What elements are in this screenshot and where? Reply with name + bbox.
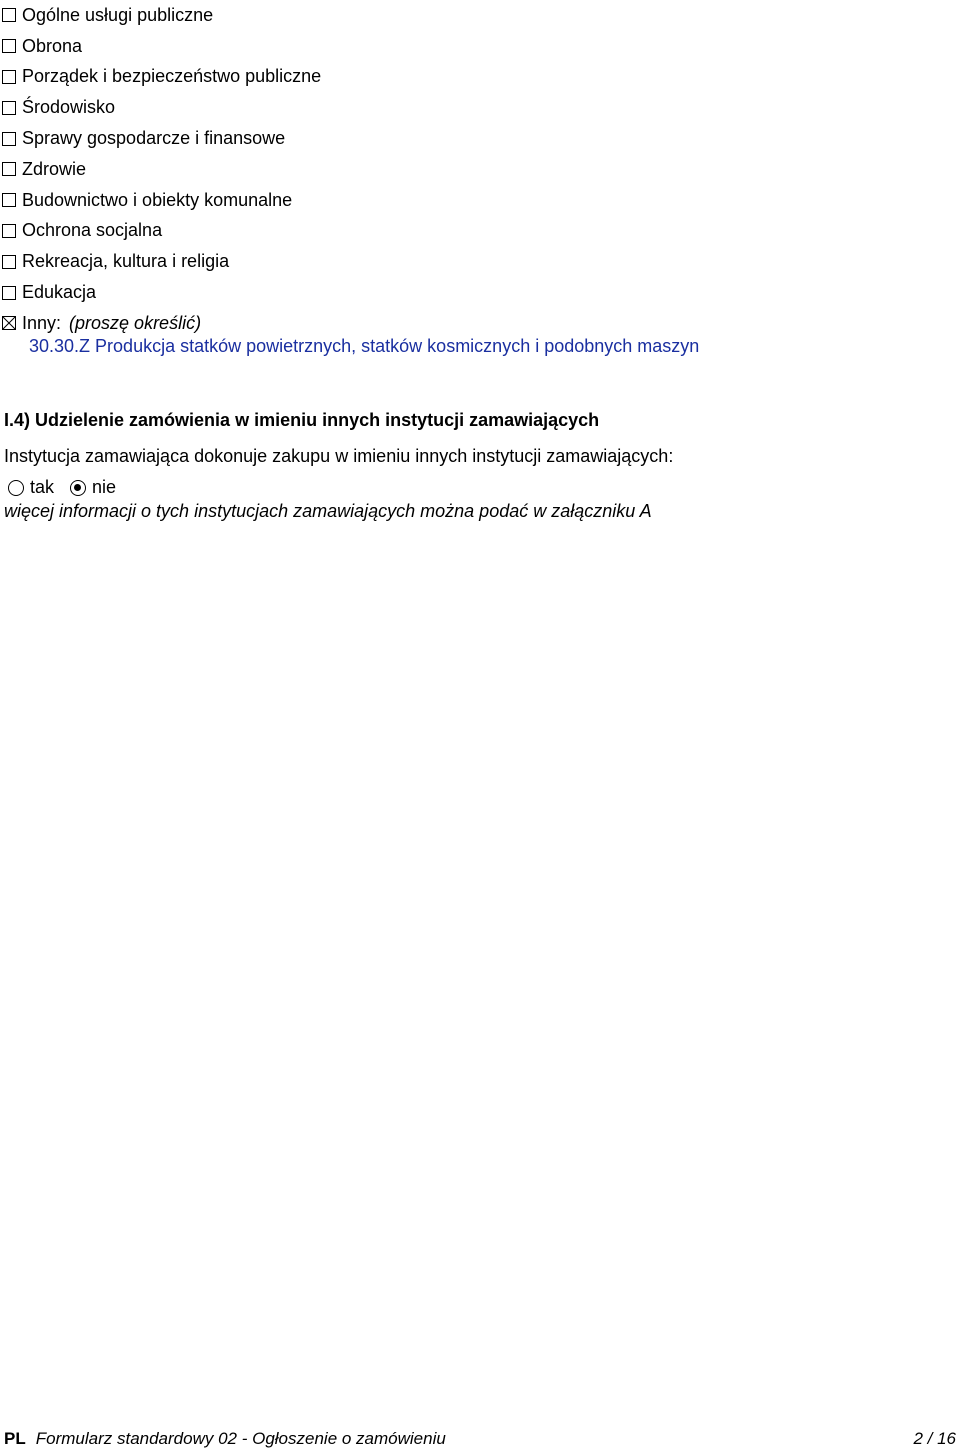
activity-item[interactable]: [2, 277, 321, 308]
section-question: Instytucja zamawiająca dokonuje zakupu w imieniu innych instytucji zamawiających:: [4, 446, 674, 466]
footer-form-name: Formularz standardowy 02 - Ogłoszenie o zamówieniu: [35, 1429, 446, 1448]
checkbox-unchecked-icon[interactable]: [2, 224, 16, 238]
activity-label: Inny:: [22, 312, 62, 333]
activity-label: Rekreacja, kultura i religia: [22, 251, 230, 272]
cross-mark-icon: [3, 317, 15, 329]
annex-note: więcej informacji o tych instytucjach zamawiających można podać w załączniku A: [4, 501, 652, 521]
radio-nie-label: nie: [92, 477, 117, 497]
activity-item[interactable]: [2, 31, 321, 62]
checkbox-unchecked-icon[interactable]: [2, 101, 16, 115]
radio-tak[interactable]: [8, 480, 24, 496]
checkbox-unchecked-icon[interactable]: [2, 8, 16, 22]
activity-item[interactable]: [2, 123, 321, 154]
activity-item[interactable]: [2, 0, 321, 31]
footer-language: PL: [4, 1429, 26, 1448]
activity-item[interactable]: [2, 185, 321, 216]
checkbox-checked-icon[interactable]: [2, 316, 16, 330]
activity-item[interactable]: [2, 246, 321, 277]
activity-label: Środowisko: [22, 97, 116, 118]
checkbox-unchecked-icon[interactable]: [2, 255, 16, 269]
checkbox-unchecked-icon[interactable]: [2, 193, 16, 207]
activity-item[interactable]: [2, 154, 321, 185]
activity-item[interactable]: [2, 92, 321, 123]
radio-tak-label: tak: [30, 477, 55, 497]
checkbox-unchecked-icon[interactable]: [2, 39, 16, 53]
activity-item[interactable]: [2, 62, 321, 93]
checkbox-unchecked-icon[interactable]: [2, 286, 16, 300]
checkbox-unchecked-icon[interactable]: [2, 162, 16, 176]
page-footer: [4, 1429, 956, 1449]
checkbox-unchecked-icon[interactable]: [2, 132, 16, 146]
activity-label: Porządek i bezpieczeństwo publiczne: [22, 66, 322, 87]
activity-label: Ochrona socjalna: [22, 220, 163, 241]
activity-label: Ogólne usługi publiczne: [22, 4, 214, 25]
activity-checkbox-list: [2, 0, 321, 339]
activity-label: Sprawy gospodarcze i finansowe: [22, 128, 286, 149]
footer-page-number: 2 / 16: [913, 1429, 956, 1448]
section-title: I.4) Udzielenie zamówienia w imieniu innych instytucji zamawiających: [4, 410, 600, 430]
activity-label: Edukacja: [22, 282, 97, 303]
activity-label: Budownictwo i obiekty komunalne: [22, 189, 293, 210]
other-specify-hint: (proszę określić): [69, 312, 202, 333]
checkbox-unchecked-icon[interactable]: [2, 70, 16, 84]
activity-item-other[interactable]: [2, 308, 321, 339]
yes-no-radio-group: [8, 477, 132, 498]
activity-item[interactable]: [2, 216, 321, 247]
activity-label: Zdrowie: [22, 158, 87, 179]
radio-nie-selected[interactable]: [70, 480, 86, 496]
activity-label: Obrona: [22, 35, 83, 56]
other-activity-value: 30.30.Z Produkcja statków powietrznych, statków kosmicznych i podobnych maszyn: [29, 336, 700, 356]
